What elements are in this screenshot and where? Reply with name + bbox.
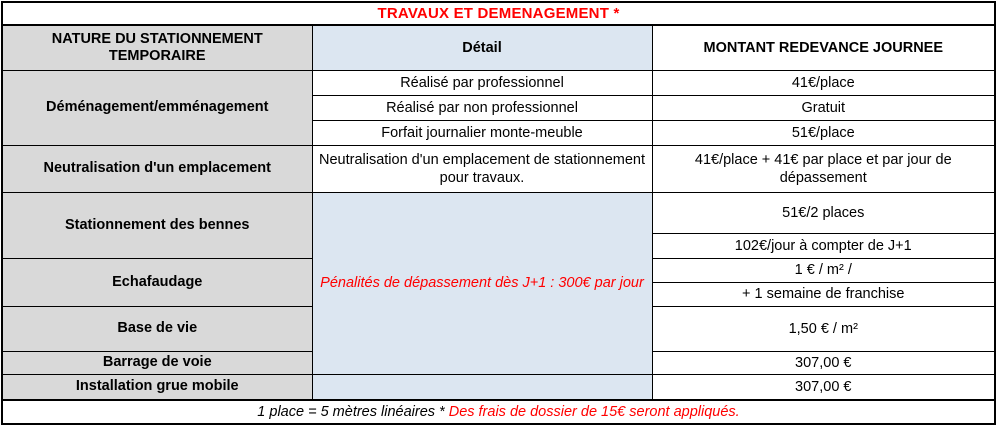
table-row <box>2 146 995 193</box>
tariff-document <box>0 1 997 420</box>
montant-demenagement-pro: 41€/place <box>652 71 995 96</box>
tariff-table <box>1 1 996 425</box>
category-bennes: Stationnement des bennes <box>2 193 312 259</box>
montant-echafaudage-2: + 1 semaine de franchise <box>652 283 995 307</box>
footer-note <box>2 400 995 424</box>
table-footer-row <box>2 400 995 424</box>
category-base-de-vie: Base de vie <box>2 307 312 352</box>
montant-monte-meuble: 51€/place <box>652 121 995 146</box>
detail-demenagement-nonpro: Réalisé par non professionnel <box>312 96 652 121</box>
montant-echafaudage-1: 1 € / m² / <box>652 259 995 283</box>
detail-penalites-note: Pénalités de dépassement dès J+1 : 300€ par jour <box>312 193 652 375</box>
montant-bennes-2: 102€/jour à compter de J+1 <box>652 234 995 259</box>
table-row <box>2 375 995 401</box>
table-header-row <box>2 25 995 71</box>
table-title-row <box>2 2 995 25</box>
detail-neutralisation: Neutralisation d'un emplacement de stationnement pour travaux. <box>312 146 652 193</box>
montant-base-de-vie: 1,50 € / m² <box>652 307 995 352</box>
column-header-nature: NATURE DU STATIONNEMENT TEMPORAIRE <box>2 25 312 71</box>
montant-bennes-1: 51€/2 places <box>652 193 995 234</box>
table-row <box>2 193 995 234</box>
detail-monte-meuble: Forfait journalier monte-meuble <box>312 121 652 146</box>
category-neutralisation: Neutralisation d'un emplacement <box>2 146 312 193</box>
table-row <box>2 71 995 96</box>
column-header-detail: Détail <box>312 25 652 71</box>
montant-barrage-de-voie: 307,00 € <box>652 352 995 375</box>
column-header-montant: MONTANT REDEVANCE JOURNEE <box>652 25 995 71</box>
category-barrage-de-voie: Barrage de voie <box>2 352 312 375</box>
montant-demenagement-nonpro: Gratuit <box>652 96 995 121</box>
category-echafaudage: Echafaudage <box>2 259 312 307</box>
category-grue-mobile: Installation grue mobile <box>2 375 312 401</box>
montant-grue-mobile: 307,00 € <box>652 375 995 401</box>
page-title: TRAVAUX ET DEMENAGEMENT * <box>2 2 995 25</box>
montant-neutralisation: 41€/place + 41€ par place et par jour de dépassement <box>652 146 995 193</box>
category-demenagement: Déménagement/emménagement <box>2 71 312 146</box>
detail-demenagement-pro: Réalisé par professionnel <box>312 71 652 96</box>
footer-note-black: 1 place = 5 mètres linéaires * <box>257 404 449 420</box>
footer-note-red: Des frais de dossier de 15€ seront appliqués. <box>448 404 740 420</box>
detail-grue-mobile-empty <box>312 375 652 401</box>
